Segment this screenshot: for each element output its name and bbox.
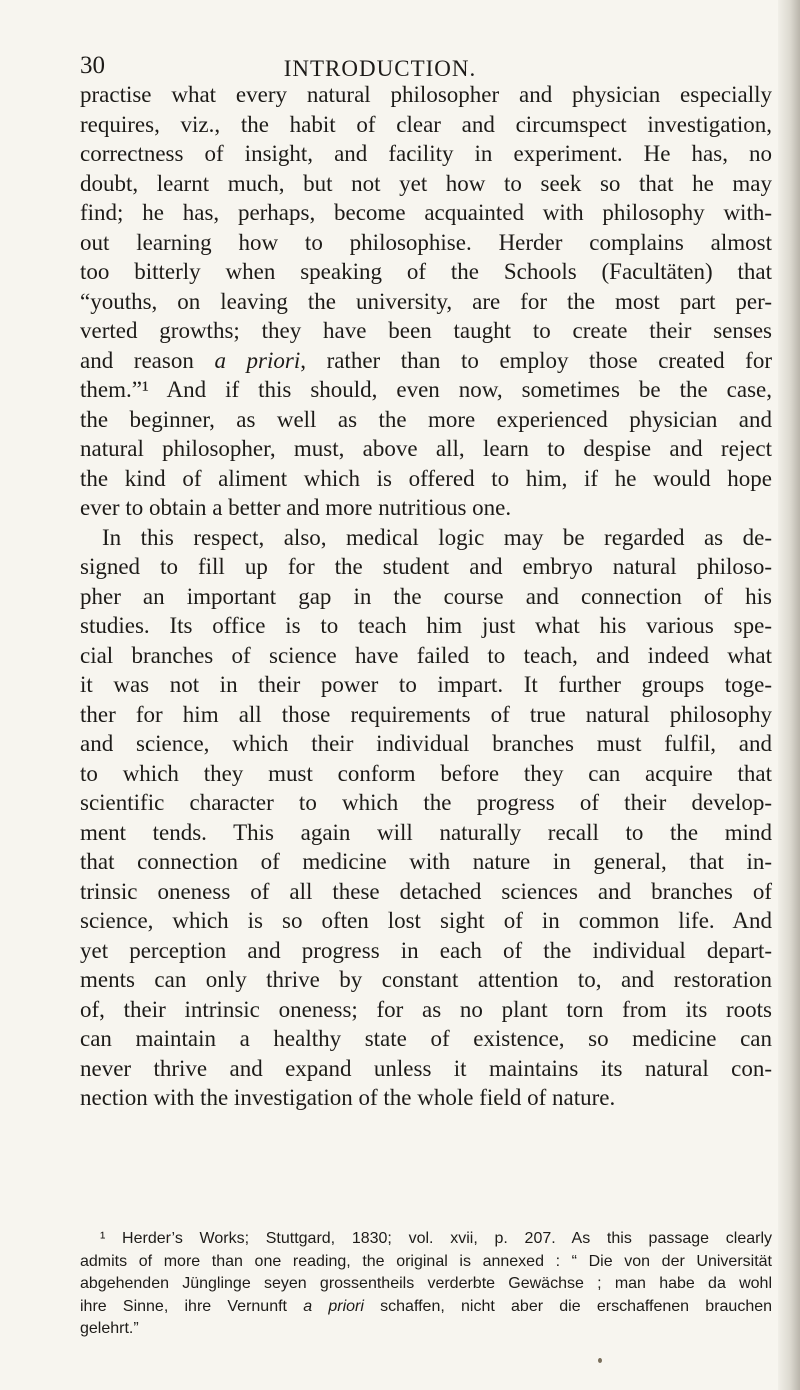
text-line: ments can only thrive by constant attention to, and restoration xyxy=(80,967,772,992)
body-text xyxy=(80,80,772,1113)
italic-phrase: a priori xyxy=(214,347,301,373)
text-line: cial branches of science have failed to teach, and indeed what xyxy=(80,642,772,668)
text-line: the beginner, as well as the more experienced physician and xyxy=(80,406,772,432)
text-line: and science, which their individual branches must fulfil, and xyxy=(80,731,772,756)
running-title: INTRODUCTION. xyxy=(283,56,477,81)
text-line: verted growths; they have been taught to create their senses xyxy=(80,318,772,343)
text-line: ever to obtain a better and more nutritious one. xyxy=(80,495,512,520)
text-line: them.”¹ And if this should, even now, sometimes be the case, xyxy=(80,377,772,402)
text-line: nection with the investigation of the whole field of nature. xyxy=(80,1085,616,1110)
footnote-line: abgehenden Jünglinge seyen grossentheils verderbte Gewächse ; man habe da wohl xyxy=(80,1275,772,1292)
text-line: trinsic oneness of all these detached sciences and branches of xyxy=(80,878,772,904)
footnote-line: ihre Sinne, ihre Vernunft a priori schaffen, nicht aber die erschaffenen brauchen xyxy=(80,1297,773,1315)
text-line: signed to fill up for the student and embryo natural philoso- xyxy=(80,554,772,579)
footnote xyxy=(80,1228,772,1341)
footnote-line: gelehrt.” xyxy=(80,1320,139,1337)
text-line: can maintain a healthy state of existence, so medicine can xyxy=(80,1026,772,1051)
text-line: studies. Its office is to teach him just what his various spe- xyxy=(80,613,772,638)
text-line: In this respect, also, medical logic may be regarded as de- xyxy=(102,524,772,550)
text-line: it was not in their power to impart. It further groups toge- xyxy=(80,672,772,697)
text-line: find; he has, perhaps, become acquainted with philosophy with- xyxy=(80,200,772,225)
text-line: pher an important gap in the course and connection of his xyxy=(80,583,772,609)
text-line: scientific character to which the progress of their develop- xyxy=(80,790,772,815)
text-line: to which they must conform before they can acquire that xyxy=(80,760,772,786)
text-line: requires, viz., the habit of clear and circumspect investigation, xyxy=(80,111,772,137)
italic-phrase: a priori xyxy=(303,1297,364,1315)
text-line: doubt, learnt much, but not yet how to seek so that he may xyxy=(80,170,772,196)
footnote-line: ¹ Herder’s Works; Stuttgard, 1830; vol. xvii, p. 207. As this passage clearly xyxy=(100,1230,772,1247)
text-line: out learning how to philosophise. Herder complains almost xyxy=(80,229,772,255)
page-edge-shadow xyxy=(778,0,800,1390)
text-line: correctness of insight, and facility in experiment. He has, no xyxy=(80,141,772,166)
text-line: of, their intrinsic oneness; for as no plant torn from its roots xyxy=(80,996,772,1022)
footnote-line: admits of more than one reading, the original is annexed : “ Die von der Universität xyxy=(80,1252,772,1270)
text-line: “youths, on leaving the university, are for the most part per- xyxy=(80,288,772,314)
text-line: science, which is so often lost sight of in common life. And xyxy=(80,908,772,933)
text-line: never thrive and expand unless it maintains its natural con- xyxy=(80,1055,772,1081)
text-line: yet perception and progress in each of the individual depart- xyxy=(80,937,772,963)
ink-speck xyxy=(598,1358,602,1363)
page-number: 30 xyxy=(80,52,105,79)
text-line: that connection of medicine with nature in general, that in- xyxy=(80,849,772,874)
text-line: and reason a priori, rather than to employ those created for xyxy=(80,347,772,373)
text-line: the kind of aliment which is offered to him, if he would hope xyxy=(80,465,772,491)
text-line: natural philosopher, must, above all, learn to despise and reject xyxy=(80,436,772,461)
text-line: ther for him all those requirements of true natural philosophy xyxy=(80,701,772,727)
text-line: too bitterly when speaking of the Schools (Facultäten) that xyxy=(80,259,772,284)
text-line: practise what every natural philosopher and physician especially xyxy=(80,82,772,107)
text-line: ment tends. This again will naturally recall to the mind xyxy=(80,819,772,845)
